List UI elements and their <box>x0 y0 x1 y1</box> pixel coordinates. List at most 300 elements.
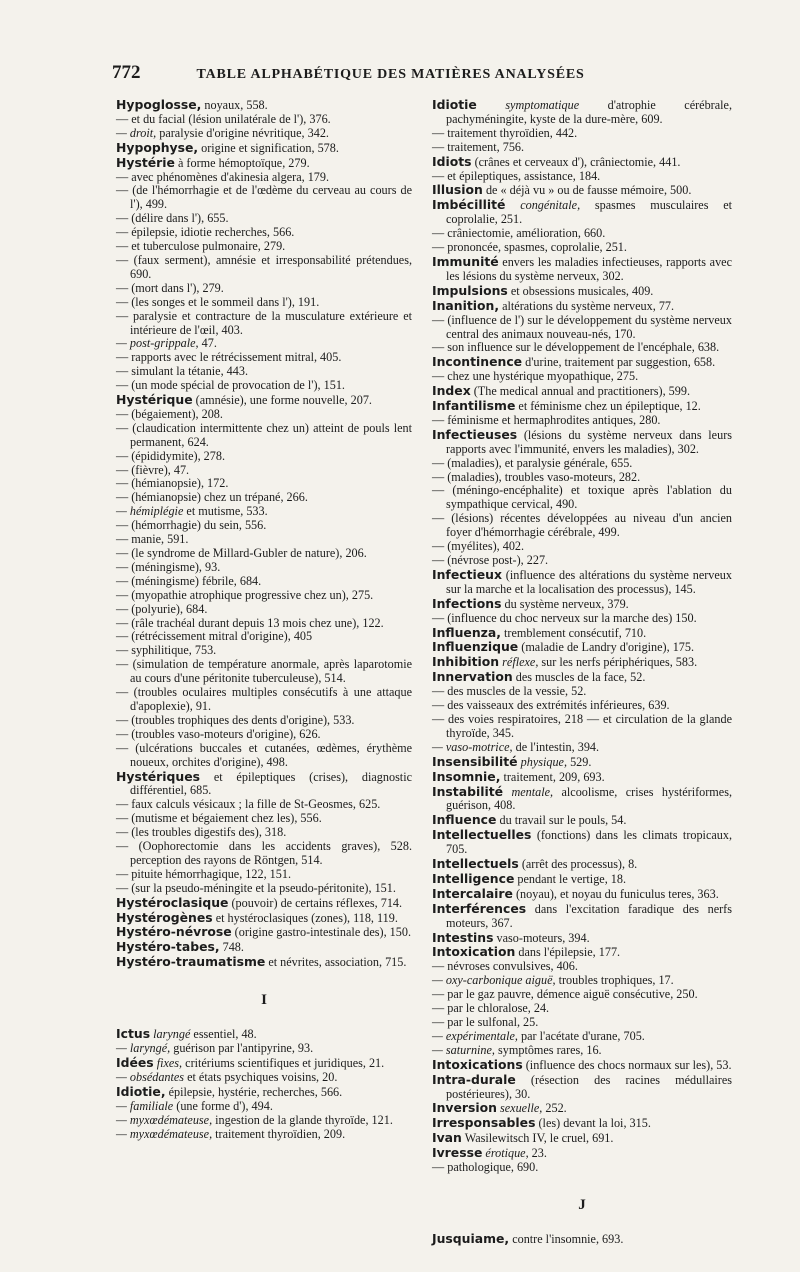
entry-headword: Intra-durale <box>432 1071 516 1087</box>
index-entry <box>432 1002 732 1016</box>
index-entry <box>432 828 732 857</box>
index-entry <box>432 314 732 342</box>
entry-text: contre l'insomnie, 693. <box>509 1231 624 1246</box>
index-entry <box>432 685 732 699</box>
index-entry <box>116 589 412 603</box>
entry-text: — névroses convulsives, 406. <box>432 959 578 974</box>
index-entry <box>116 770 412 799</box>
index-entry <box>116 98 412 113</box>
entry-text: (influence des altérations du système nerveux sur la marche et la localisation des processus), 145. <box>446 567 732 596</box>
entry-text: — rapports avec le rétrécissement mitral, 405. <box>116 350 342 365</box>
index-entry <box>432 540 732 554</box>
entry-text: — (rétrécissement mitral d'origine), 405 <box>116 629 313 644</box>
index-entry <box>432 255 732 284</box>
entry-headword: Instabilité <box>432 783 504 799</box>
page-header <box>112 62 722 88</box>
entry-text: — crâniectomie, amélioration, 660. <box>432 226 606 241</box>
index-entry <box>432 1058 732 1073</box>
entry-text: (The medical annual and practitioners), 599. <box>470 384 690 399</box>
entry-headword: Innervation <box>432 669 513 685</box>
entry-text: (pouvoir) de certains réflexes, 714. <box>228 895 403 910</box>
index-entry <box>432 1146 732 1161</box>
entry-text: d'atrophie cérébrale, pachyméningite, kyste de la dure-mère, 609. <box>446 98 732 126</box>
index-entry <box>432 755 732 770</box>
index-entry <box>116 826 412 840</box>
entry-headword: Intellectuels <box>432 856 519 872</box>
index-entry <box>432 1044 732 1058</box>
entry-text: des muscles de la face, 52. <box>512 670 646 685</box>
index-entry <box>116 630 412 644</box>
entry-text: — (le syndrome de Millard-Gubler de nature), 206. <box>116 546 367 560</box>
entry-text: — (Oophorectomie dans les accidents graves), 528. perception des rayons de Röntgen, 514. <box>116 839 412 867</box>
entry-text: (fonctions) dans les climats tropicaux, 705. <box>446 828 732 857</box>
entry-text: pendant le vertige, 18. <box>514 871 627 886</box>
index-entry <box>432 554 732 568</box>
entry-italic: fixes, <box>153 1056 183 1070</box>
entry-text: — (les troubles digestifs des), 318. <box>116 825 287 840</box>
entry-text: — par le sulfonal, 25. <box>432 1015 539 1029</box>
entry-headword: Infectieux <box>432 566 502 582</box>
left-column <box>116 98 412 1141</box>
entry-text: — et épileptiques, assistance, 184. <box>432 168 601 183</box>
entry-text: (les) devant la loi, 315. <box>535 1116 651 1131</box>
entry-text: — paralysie et contracture de la musculature extérieure et intérieure de l'œil, 403. <box>116 308 412 337</box>
index-entry <box>432 887 732 902</box>
index-entry <box>116 365 412 379</box>
index-entry <box>432 512 732 540</box>
index-entry <box>432 98 732 127</box>
entry-text: 252. <box>542 1101 567 1116</box>
index-entry <box>116 171 412 185</box>
entry-headword: Intestins <box>432 929 494 945</box>
entry-text: — (maladies), troubles vaso-moteurs, 282. <box>432 469 641 484</box>
index-entry <box>116 925 412 940</box>
index-entry <box>116 450 412 464</box>
entry-italic: réflexe, <box>499 655 539 670</box>
index-entry <box>116 955 412 970</box>
index-entry <box>116 141 412 156</box>
index-entry <box>432 127 732 141</box>
index-entry <box>432 626 732 641</box>
entry-text: traitement thyroïdien, 209. <box>212 1126 346 1141</box>
entry-text: — (troubles oculaires multiples consécutifs à une attaque d'apoplexie), 91. <box>116 685 412 713</box>
index-entry <box>432 945 732 960</box>
index-entry <box>432 597 732 612</box>
entry-text: noyaux, 558. <box>201 98 268 112</box>
index-entry <box>116 1042 412 1056</box>
index-entry <box>432 428 732 457</box>
index-entry <box>432 612 732 626</box>
index-entry <box>116 1100 412 1114</box>
index-entry <box>432 640 732 655</box>
entry-text: — (troubles trophiques des dents d'origine), 533. <box>116 712 355 727</box>
entry-text: guérison par l'antipyrine, 93. <box>170 1041 314 1056</box>
entry-italic: — laryngé, <box>116 1041 171 1056</box>
entry-text: — son influence sur le développement de l'encéphale, 638. <box>432 340 720 355</box>
index-entry <box>432 284 732 299</box>
index-entry <box>116 812 412 826</box>
index-entry <box>116 127 412 141</box>
entry-text: — (influence de l') sur le développement du système nerveux central des animaux nouveau-nés, 170. <box>432 312 732 341</box>
entry-text: — féminisme et hermaphrodites antiques, 280. <box>432 412 661 427</box>
entry-headword: Intoxication <box>432 944 516 960</box>
index-entry <box>116 240 412 254</box>
index-entry <box>432 1016 732 1030</box>
index-entry <box>116 882 412 896</box>
entry-text: — (myélites), 402. <box>432 539 525 554</box>
entry-text: (arrêt des processus), 8. <box>518 857 638 872</box>
entry-text: — (délire dans l'), 655. <box>116 211 229 226</box>
entry-headword: Idiotie, <box>116 1083 166 1099</box>
index-entry <box>432 198 732 227</box>
entry-text: par l'acétate d'urane, 705. <box>517 1028 645 1043</box>
index-entry <box>432 399 732 414</box>
index-entry <box>116 728 412 742</box>
index-entry <box>432 655 732 670</box>
entry-text: 748. <box>219 940 244 955</box>
index-entry <box>116 840 412 868</box>
index-entry <box>432 988 732 1002</box>
entry-text: — (troubles vaso-moteurs d'origine), 626. <box>116 726 321 741</box>
entry-italic: laryngé <box>150 1027 191 1042</box>
entry-headword: Intellectuelles <box>432 827 532 843</box>
entry-text: — (méningisme), 93. <box>116 559 221 574</box>
entry-text: — (épididymite), 278. <box>116 448 225 463</box>
entry-text: envers les maladies infectieuses, rapports avec les lésions du système nerveux, 302. <box>446 254 732 283</box>
index-entry <box>116 617 412 631</box>
index-entry <box>432 241 732 255</box>
entry-text: — simulant la tétanie, 443. <box>116 364 249 379</box>
index-entry <box>432 227 732 241</box>
entry-text: — (claudication intermittente chez un) atteint de pouls lent permanent, 624. <box>116 420 412 449</box>
entry-text: — (un mode spécial de provocation de l'), 151. <box>116 378 345 393</box>
entry-italic: — expérimentale, <box>432 1028 518 1043</box>
index-entry <box>432 872 732 887</box>
index-entry <box>432 741 732 755</box>
entry-text: et états psychiques voisins, 20. <box>184 1069 338 1084</box>
entry-text: — par le gaz pauvre, démence aiguë consécutive, 250. <box>432 987 698 1002</box>
entry-headword: Ictus <box>116 1026 151 1042</box>
entry-text: (noyau), et noyau du funiculus teres, 363. <box>512 886 719 901</box>
index-entry <box>432 1073 732 1102</box>
index-entry <box>116 282 412 296</box>
entry-text: — (maladies), et paralysie générale, 655. <box>432 455 633 470</box>
entry-text: — (hémianopsie) chez un trépané, 266. <box>116 490 308 505</box>
index-entry <box>432 414 732 428</box>
index-entry <box>432 785 732 814</box>
index-entry <box>432 484 732 512</box>
entry-italic: — familiale <box>116 1098 174 1113</box>
entry-text: (maladie de Landry d'origine), 175. <box>518 640 695 655</box>
entry-italic: — droit, <box>116 125 157 140</box>
index-entry <box>116 658 412 686</box>
entry-headword: Infections <box>432 595 502 611</box>
index-entry <box>116 547 412 561</box>
entry-headword: Insensibilité <box>432 753 518 769</box>
index-entry <box>116 1071 412 1085</box>
index-entry <box>116 1128 412 1142</box>
index-entry <box>432 1116 732 1131</box>
entry-text: — traitement thyroïdien, 442. <box>432 125 578 140</box>
entry-text: spasmes musculaires et coprolalie, 251. <box>446 198 732 227</box>
entry-text: — avec phénomènes d'akinesia algera, 179. <box>116 169 330 184</box>
entry-headword: Idiots <box>432 153 472 169</box>
index-entry <box>432 355 732 370</box>
entry-text: symptômes rares, 16. <box>494 1042 602 1057</box>
index-entry <box>116 1056 412 1071</box>
entry-headword: Hystéroclasique <box>116 894 229 910</box>
index-entry <box>432 1131 732 1146</box>
entry-text: traitement, 209, 693. <box>500 769 605 784</box>
entry-headword: Inhibition <box>432 654 500 670</box>
entry-text: tremblement consécutif, 710. <box>500 625 647 640</box>
entry-headword: Hypoglosse, <box>116 97 202 112</box>
entry-text: et hystéroclasiques (zones), 118, 119. <box>212 910 398 925</box>
section-heading-i: I <box>261 992 267 1009</box>
entry-text: — épilepsie, idiotie recherches, 566. <box>116 225 295 240</box>
entry-headword: Hystérogènes <box>116 909 213 925</box>
index-entry <box>116 422 412 450</box>
page-number: 772 <box>112 62 141 83</box>
index-entry <box>432 155 732 170</box>
index-entry <box>116 491 412 505</box>
entry-text: — et tuberculose pulmonaire, 279. <box>116 239 286 254</box>
entry-headword: Hypophyse, <box>116 139 199 155</box>
entry-text: — des muscles de la vessie, 52. <box>432 684 587 699</box>
entry-text: et obsessions musicales, 409. <box>507 283 654 298</box>
entry-headword: Inanition, <box>432 297 500 313</box>
entry-headword: Interférences <box>432 900 527 916</box>
entry-text: Wasilewitsch IV, le cruel, 691. <box>461 1131 614 1146</box>
index-entry <box>432 299 732 314</box>
index-entry <box>432 1161 732 1175</box>
entry-headword: Index <box>432 383 471 399</box>
entry-text: (une forme d'), 494. <box>173 1098 273 1113</box>
entry-headword: Intercalaire <box>432 885 513 901</box>
entry-italic: symptomatique <box>476 98 580 112</box>
index-entry <box>116 644 412 658</box>
entry-headword: Infectieuses <box>432 426 518 442</box>
entry-text: altérations du système nerveux, 77. <box>499 298 675 313</box>
entry-text: vaso-moteurs, 394. <box>493 930 590 945</box>
entry-italic: — oxy-carbonique aiguë, <box>432 973 556 988</box>
index-entry <box>116 226 412 240</box>
entry-text: 23. <box>528 1146 547 1161</box>
index-entry <box>432 813 732 828</box>
index-entry <box>432 902 732 931</box>
index-entry <box>432 1030 732 1044</box>
entry-italic: — myxœdémateuse, <box>116 1112 213 1127</box>
entry-text: dans l'épilepsie, 177. <box>515 945 621 960</box>
entry-headword: Intoxications <box>432 1056 523 1072</box>
index-entry <box>116 296 412 310</box>
entry-text: (influence des chocs normaux sur les), 53. <box>522 1057 732 1072</box>
entry-text: — (influence du choc nerveux sur la marche des) 150. <box>432 610 697 625</box>
entry-headword: Ivresse <box>432 1145 483 1161</box>
entry-headword: Incontinence <box>432 354 523 370</box>
entry-text: (résection des racines médullaires postérieures), 30. <box>446 1072 732 1101</box>
index-entry <box>432 770 732 785</box>
index-entry <box>116 742 412 770</box>
entry-italic: — post-grippale, <box>116 336 199 351</box>
entry-text: — (les songes et le sommeil dans l'), 191. <box>116 294 320 309</box>
index-entries-j <box>432 1232 732 1247</box>
entry-text: origine et signification, 578. <box>198 140 339 155</box>
entry-headword: Intelligence <box>432 870 515 886</box>
entry-italic: — vaso-motrice, <box>432 739 513 754</box>
index-entry <box>432 713 732 741</box>
entry-text: et mutisme, 533. <box>183 504 268 519</box>
entry-italic: — saturnine, <box>432 1042 495 1057</box>
index-entry <box>432 974 732 988</box>
index-entry <box>116 393 412 408</box>
index-entries-h <box>116 98 412 970</box>
index-entry <box>432 183 732 198</box>
index-entry <box>116 940 412 955</box>
index-entry <box>432 960 732 974</box>
entry-text: — (lésions) récentes développées au niveau d'un ancien foyer d'hémorrhagie cérébrale, 499. <box>432 511 732 540</box>
index-entry <box>116 184 412 212</box>
entry-text: de « déjà vu » ou de fausse mémoire, 500. <box>482 183 692 198</box>
index-entry <box>432 1101 732 1116</box>
index-entry <box>116 868 412 882</box>
index-entry <box>116 351 412 365</box>
entry-text: ingestion de la glande thyroïde, 121. <box>212 1112 393 1127</box>
entry-text: — chez une hystérique myopathique, 275. <box>432 369 639 384</box>
entry-text: du travail sur le pouls, 54. <box>496 813 627 828</box>
index-entry <box>116 798 412 812</box>
entry-text: — par le chloralose, 24. <box>432 1001 550 1016</box>
index-entry <box>432 370 732 384</box>
entry-text: essentiel, 48. <box>190 1027 257 1042</box>
index-entry <box>432 568 732 597</box>
entry-text: et épileptiques (crises), diagnostic différentiel, 685. <box>130 769 412 798</box>
entry-text: — (bégaiement), 208. <box>116 406 223 421</box>
index-entry <box>116 575 412 589</box>
entry-headword: Hystériques <box>116 768 200 784</box>
index-entry <box>116 1085 412 1100</box>
entry-headword: Hystéro-névrose <box>116 924 232 940</box>
index-entry <box>432 1232 732 1247</box>
index-entry <box>432 141 732 155</box>
index-entry <box>432 471 732 485</box>
index-entries-i <box>116 1027 412 1141</box>
entry-headword: Infantilisme <box>432 398 516 414</box>
entry-italic: congénitale, <box>505 198 581 213</box>
entry-text: 47. <box>198 336 217 351</box>
entry-text: — (myopathie atrophique progressive chez un), 275. <box>116 587 374 602</box>
entry-text: — (hémianopsie), 172. <box>116 476 229 491</box>
entry-headword: Idiotie <box>432 97 477 112</box>
index-entry <box>432 457 732 471</box>
entry-text: — (fièvre), 47. <box>116 462 190 477</box>
index-entry <box>116 379 412 393</box>
section-heading-j: J <box>578 1196 586 1213</box>
entry-text: du système nerveux, 379. <box>501 596 629 611</box>
entry-headword: Inversion <box>432 1100 497 1116</box>
index-entry <box>116 896 412 911</box>
entry-text: — (râle trachéal durant depuis 13 mois chez une), 122. <box>116 615 384 630</box>
index-entry <box>116 113 412 127</box>
entry-text: — syphilitique, 753. <box>116 643 217 658</box>
entry-text: — (mort dans l'), 279. <box>116 280 224 295</box>
index-entry <box>116 408 412 422</box>
index-entry <box>432 857 732 872</box>
index-entry <box>432 699 732 713</box>
entry-italic: — myxœdémateuse, <box>116 1126 213 1141</box>
index-entry <box>116 714 412 728</box>
entry-text: dans l'excitation faradique des nerfs moteurs, 367. <box>446 901 732 930</box>
index-entry <box>116 603 412 617</box>
entry-text: (crânes et cerveaux d'), crâniectomie, 441. <box>471 154 681 169</box>
entry-text: critériums scientifiques et juridiques, 21. <box>182 1056 385 1070</box>
entry-headword: Hystéro-traumatisme <box>116 954 266 970</box>
index-entry <box>116 310 412 338</box>
index-entry <box>116 156 412 171</box>
entry-italic: — obsédantes <box>116 1069 185 1084</box>
index-entry <box>432 341 732 355</box>
entry-text: et féminisme chez un épileptique, 12. <box>515 399 701 414</box>
entry-text: de l'intestin, 394. <box>512 739 600 754</box>
index-entry <box>116 505 412 519</box>
entry-text: — (faux serment), amnésie et irresponsabilité prétendues, 690. <box>116 252 412 281</box>
entry-text: — (ulcérations buccales et cutanées, œdèmes, érythème noueux, orchites d'origine), 498. <box>116 740 412 769</box>
entry-text: — (simulation de température anormale, après laparotomie au cours d'une péritonite tuberculeuse), 514. <box>116 657 412 686</box>
index-entry <box>116 477 412 491</box>
entry-text: — prononcée, spasmes, coprolalie, 251. <box>432 240 627 255</box>
entry-headword: Hystéro-tabes, <box>116 939 220 955</box>
entry-italic: érotique, <box>482 1146 529 1161</box>
running-head: TABLE ALPHABÉTIQUE DES MATIÈRES ANALYSÉES <box>196 67 585 82</box>
entry-text: — (polyurie), 684. <box>116 601 208 616</box>
entry-text: d'urine, traitement par suggestion, 658. <box>522 355 716 370</box>
entry-italic: physique, <box>517 754 568 769</box>
entry-italic: mentale, <box>503 784 554 799</box>
entry-text: — pituite hémorrhagique, 122, 151. <box>116 866 291 881</box>
entry-text: — (névrose post-), 227. <box>432 553 549 567</box>
entry-text: épilepsie, hystérie, recherches, 566. <box>165 1084 343 1099</box>
entry-headword: Illusion <box>432 182 483 198</box>
entry-headword: Influenza, <box>432 624 501 640</box>
index-entry <box>116 1027 412 1042</box>
entry-headword: Irresponsables <box>432 1115 536 1131</box>
entry-text: paralysie d'origine névritique, 342. <box>156 125 329 140</box>
entry-text: — (méningo-encéphalite) et toxique après l'ablation du sympathique cervical, 490. <box>432 483 732 512</box>
index-entry <box>116 337 412 351</box>
entry-text: alcoolisme, crises hystériformes, guérison, 408. <box>446 784 732 813</box>
index-entry <box>432 384 732 399</box>
index-entry <box>432 931 732 946</box>
entry-headword: Jusquiame, <box>432 1230 510 1246</box>
index-entry <box>432 170 732 184</box>
index-entry <box>116 561 412 575</box>
entry-text: — (hémorrhagie) du sein, 556. <box>116 518 267 533</box>
entry-italic: — hémiplégie <box>116 504 184 519</box>
entry-text: — faux calculs vésicaux ; la fille de St-Geosmes, 625. <box>116 797 381 812</box>
entry-text: 529. <box>567 754 592 769</box>
entry-headword: Hystérique <box>116 392 193 408</box>
index-entry <box>116 254 412 282</box>
entry-text: — traitement, 756. <box>432 139 525 154</box>
index-entries-i-continued <box>432 98 732 1175</box>
entry-text: — des voies respiratoires, 218 — et circulation de la glande thyroïde, 345. <box>432 711 732 740</box>
entry-text: — (méningisme) fébrile, 684. <box>116 573 262 588</box>
entry-headword: Hystérie <box>116 154 175 170</box>
index-entry <box>116 464 412 478</box>
entry-text: troubles trophiques, 17. <box>555 973 674 988</box>
entry-text: — (de l'hémorrhagie et de l'œdème du cerveau au cours de l'), 499. <box>116 183 412 212</box>
index-entry <box>116 212 412 226</box>
